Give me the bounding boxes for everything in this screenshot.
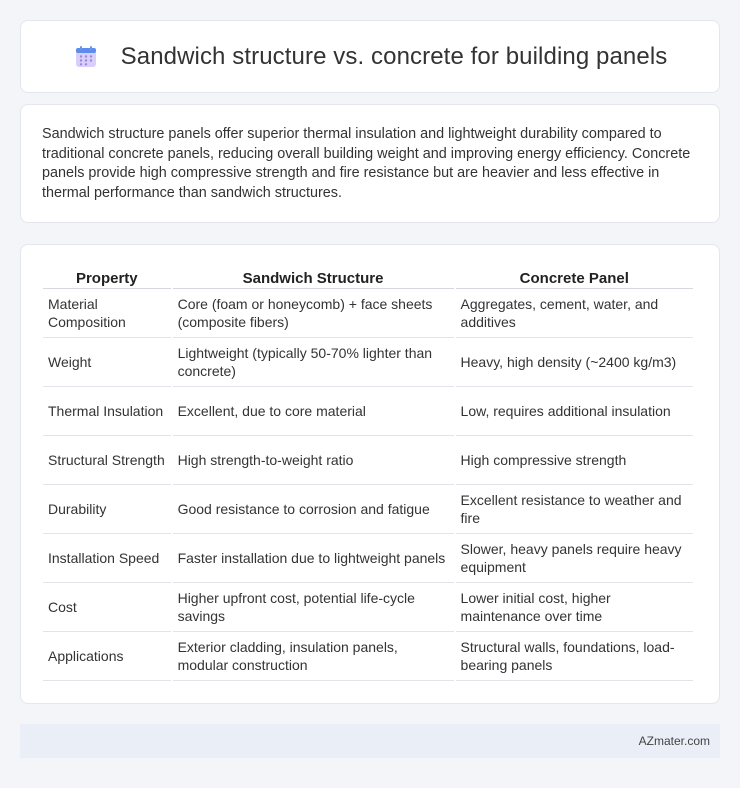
table-row <box>43 632 693 681</box>
cell-property: Cost <box>43 583 171 632</box>
cell-property: Structural Strength <box>43 436 171 485</box>
cell-sandwich: Exterior cladding, insulation panels, modular construction <box>173 632 454 681</box>
cell-property: Durability <box>43 485 171 534</box>
table-row <box>43 485 693 534</box>
summary-card <box>20 104 720 223</box>
footer-bar <box>20 724 720 758</box>
cell-sandwich: Lightweight (typically 50-70% lighter than concrete) <box>173 338 454 387</box>
cell-concrete: Lower initial cost, higher maintenance over time <box>456 583 693 632</box>
page-title: Sandwich structure vs. concrete for building panels <box>120 42 668 70</box>
cell-concrete: High compressive strength <box>456 436 693 485</box>
table-row <box>43 583 693 632</box>
header-concrete-panel: Concrete Panel <box>456 267 693 289</box>
footer-brand[interactable]: AZmater.com <box>638 734 710 748</box>
title-card <box>20 20 720 93</box>
header-property: Property <box>43 267 171 289</box>
cell-property: Weight <box>43 338 171 387</box>
cell-concrete: Low, requires additional insulation <box>456 387 693 436</box>
table-row <box>43 338 693 387</box>
table-row <box>43 534 693 583</box>
table-row <box>43 289 693 338</box>
table-row <box>43 436 693 485</box>
summary-text: Sandwich structure panels offer superior thermal insulation and lightweight durability compared to traditional concrete panels, reducing overall building weight and improving energy efficiency. Concrete panels provide high compressive strength and fire resistance but are heavier and less effective in thermal performance than sandwich structures. <box>42 126 691 201</box>
cell-concrete: Slower, heavy panels require heavy equipment <box>456 534 693 583</box>
cell-sandwich: Good resistance to corrosion and fatigue <box>173 485 454 534</box>
cell-sandwich: Core (foam or honeycomb) + face sheets (composite fibers) <box>173 289 454 338</box>
cell-sandwich: Higher upfront cost, potential life-cycle savings <box>173 583 454 632</box>
table-row <box>43 387 693 436</box>
cell-concrete: Structural walls, foundations, load-bearing panels <box>456 632 693 681</box>
cell-property: Material Composition <box>43 289 171 338</box>
table-header-row <box>43 267 693 289</box>
header-sandwich-structure: Sandwich Structure <box>173 267 454 289</box>
comparison-table <box>41 267 695 681</box>
cell-property: Thermal Insulation <box>43 387 171 436</box>
comparison-table-card <box>20 244 720 704</box>
cell-sandwich: High strength-to-weight ratio <box>173 436 454 485</box>
calendar-grid-icon <box>73 44 99 70</box>
cell-property: Applications <box>43 632 171 681</box>
cell-sandwich: Faster installation due to lightweight panels <box>173 534 454 583</box>
cell-sandwich: Excellent, due to core material <box>173 387 454 436</box>
cell-concrete: Aggregates, cement, water, and additives <box>456 289 693 338</box>
cell-concrete: Excellent resistance to weather and fire <box>456 485 693 534</box>
cell-concrete: Heavy, high density (~2400 kg/m3) <box>456 338 693 387</box>
cell-property: Installation Speed <box>43 534 171 583</box>
